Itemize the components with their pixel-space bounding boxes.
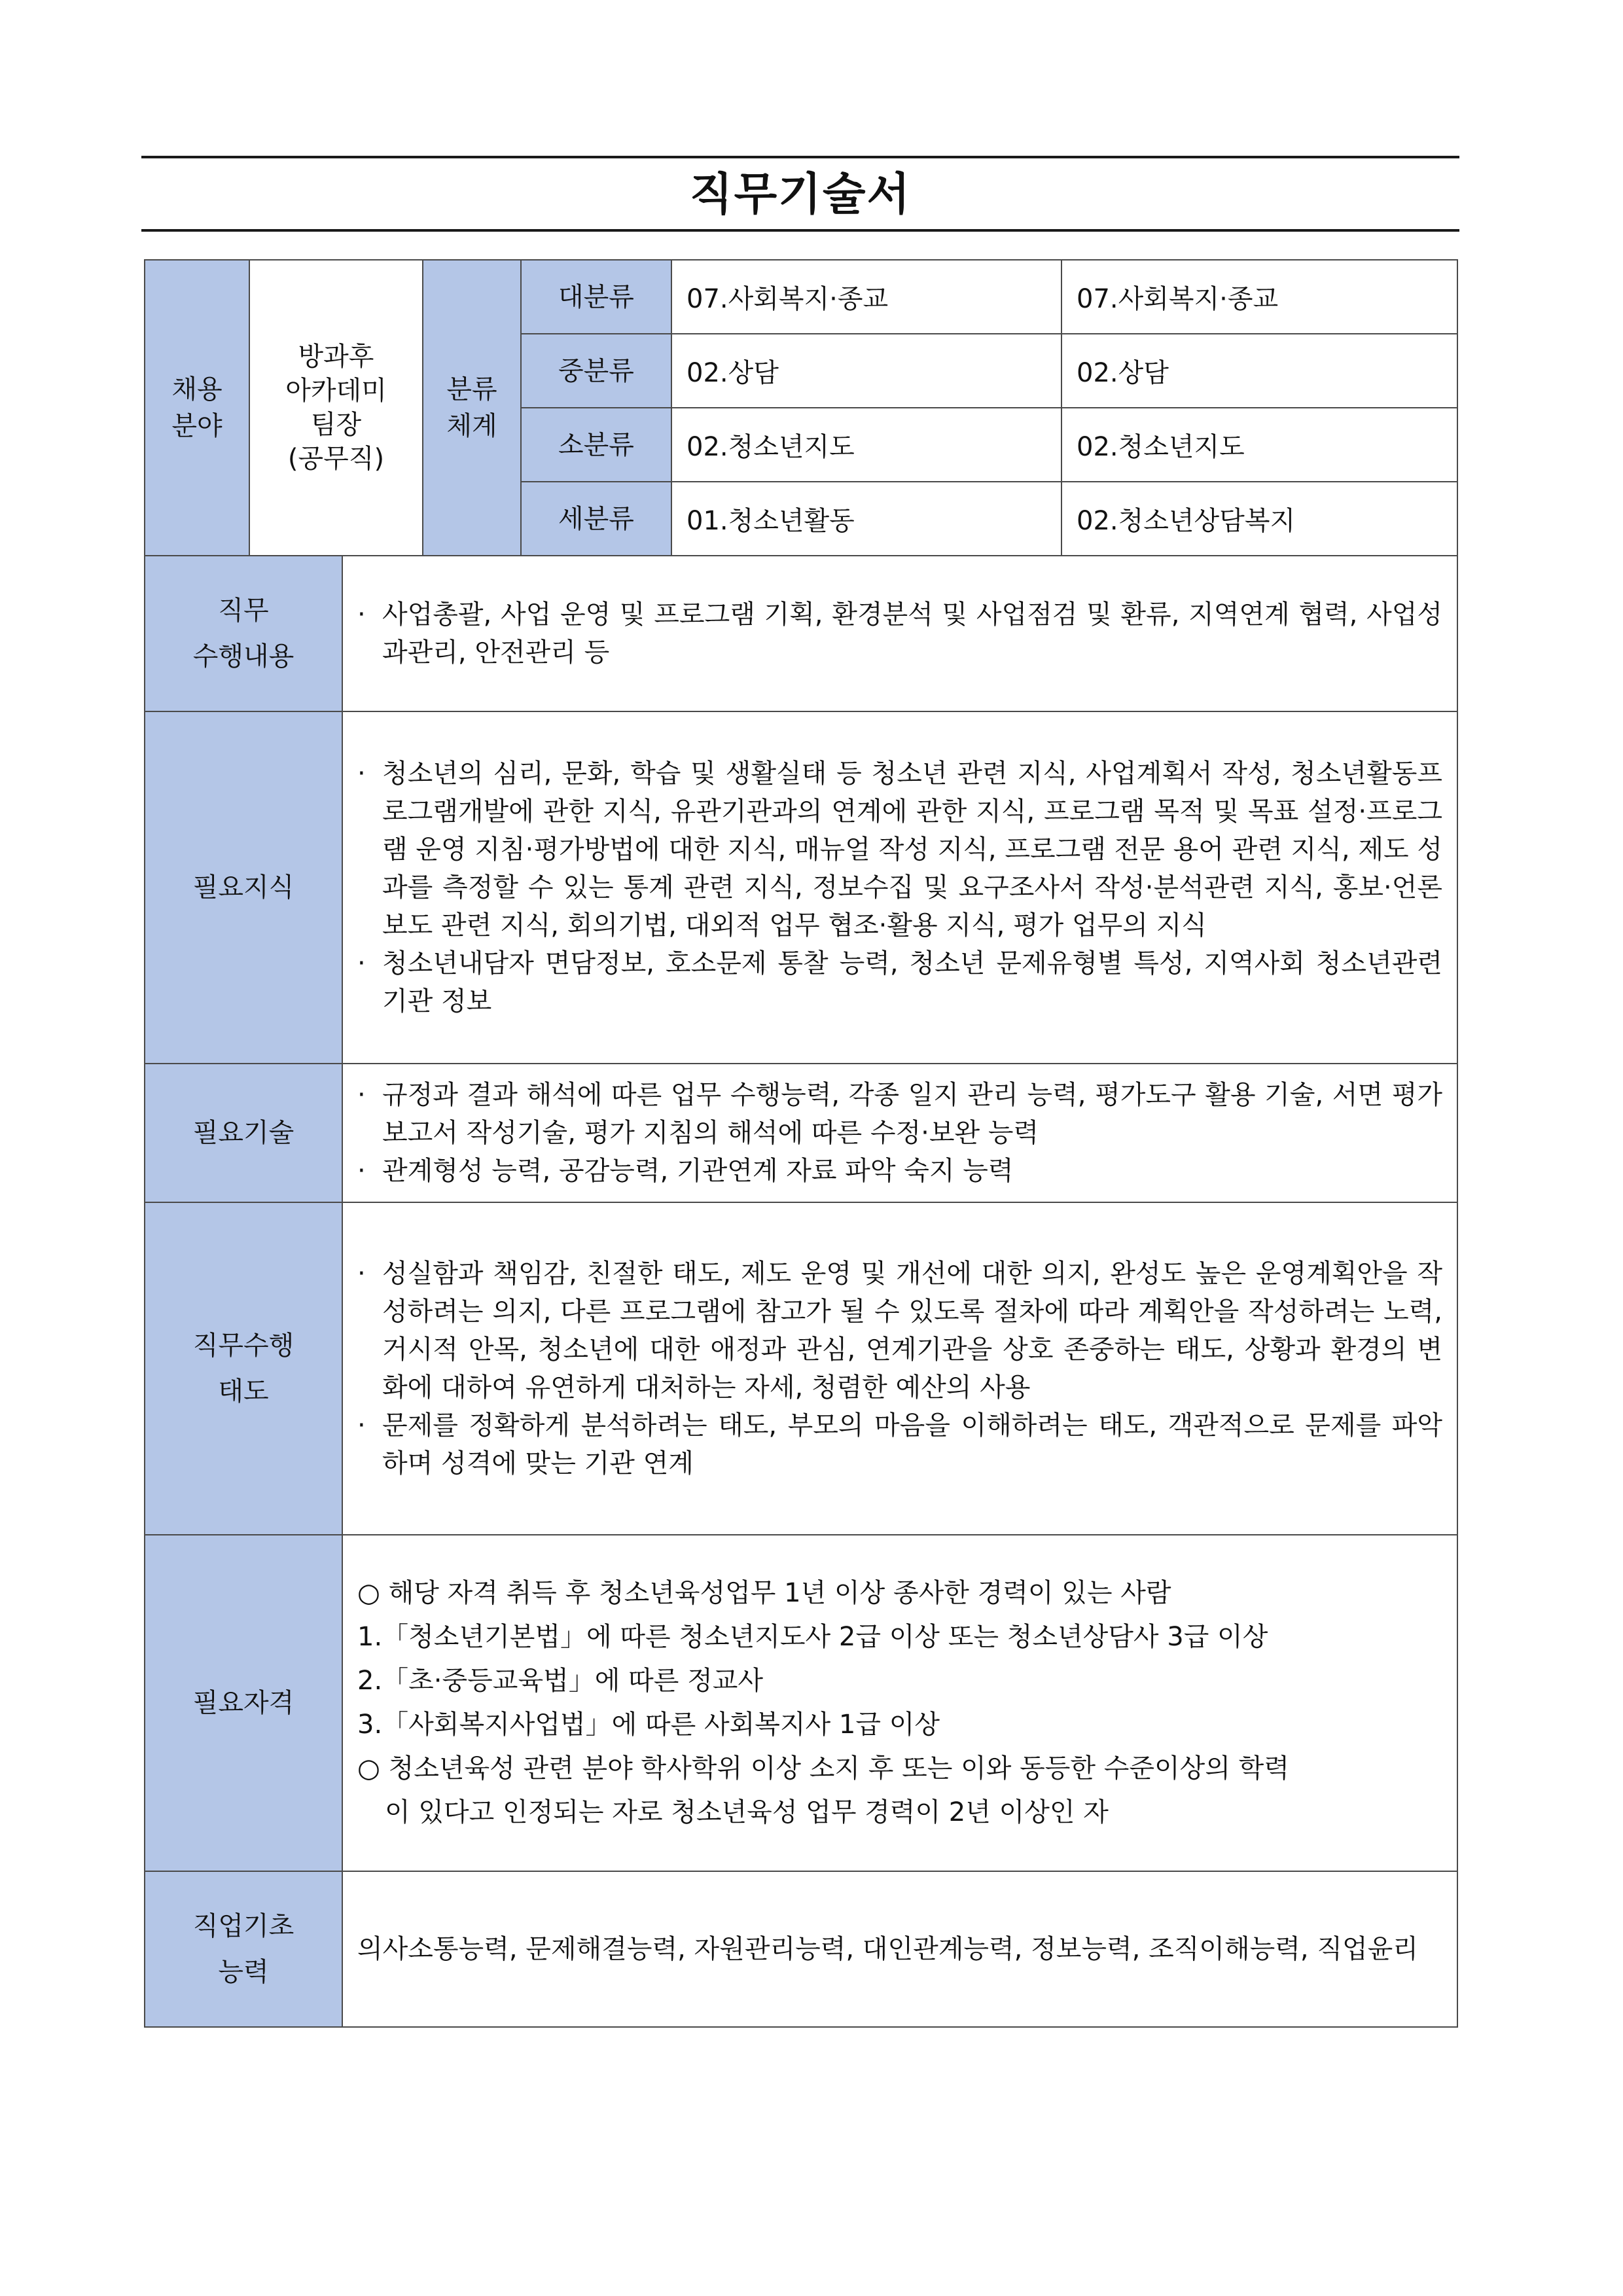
field-label: 채용 분야 [145,260,249,556]
skills-label: 필요기술 [145,1064,342,1202]
bullet-item [357,596,1442,672]
system-label: 분류 체계 [423,260,521,556]
bullet-text: 청소년내담자 면담정보, 호소문제 통찰 능력, 청소년 문제유형별 특성, 지역사회 청소년관련 기관 정보 [382,948,1442,1016]
basic-ability-label: 직업기초 능력 [145,1871,342,2027]
bullet-item [357,1076,1442,1152]
duties-label: 직무 수행내용 [145,556,342,711]
category-label: 대분류 [521,260,671,334]
bullet-mark: · [357,1080,366,1110]
qualification-line: 2.「초·중등교육법」에 따른 정교사 [357,1666,763,1696]
qualification-line: 이 있다고 인정되는 자로 청소년육성 업무 경력이 2년 이상인 자 [385,1797,1109,1827]
knowledge-label: 필요지식 [145,711,342,1064]
qualification-content [342,1535,1457,1871]
category-value: 02.청소년지도 [671,408,1061,482]
category-value: 02.청소년상담복지 [1061,482,1457,556]
title-bottom-rule [141,229,1459,232]
detail-table [144,555,1458,2028]
classification-table [144,259,1458,556]
bullet-text: 문제를 정확하게 분석하려는 태도, 부모의 마음을 이해하려는 태도, 객관적으로 문제를 파악하며 성격에 맞는 기관 연계 [382,1410,1442,1479]
category-value: 07.사회복지·종교 [671,260,1061,334]
field-value: 방과후 아카데미 팀장 (공무직) [249,260,423,556]
category-value: 02.상담 [1061,334,1457,408]
attitude-content [342,1202,1457,1535]
row-knowledge [145,711,1457,1064]
category-value: 02.청소년지도 [1061,408,1457,482]
skills-content [342,1064,1457,1202]
category-value: 02.상담 [671,334,1061,408]
qualification-line: 3.「사회복지사업법」에 따른 사회복지사 1급 이상 [357,1710,940,1740]
category-label: 세분류 [521,482,671,556]
category-label: 소분류 [521,408,671,482]
category-value: 01.청소년활동 [671,482,1061,556]
title-top-rule [141,156,1459,158]
category-label: 중분류 [521,334,671,408]
qualification-line: ○ 해당 자격 취득 후 청소년육성업무 1년 이상 종사한 경력이 있는 사람 [357,1578,1171,1608]
qualification-line: 1.「청소년기본법」에 따른 청소년지도사 2급 이상 또는 청소년상담사 3급 이상 [357,1622,1268,1652]
category-value: 07.사회복지·종교 [1061,260,1457,334]
row-qualification [145,1535,1457,1871]
bullet-item [357,1255,1442,1407]
bullet-item [357,1407,1442,1482]
bullet-mark: · [357,1156,366,1186]
bullet-mark: · [357,759,366,789]
basic-ability-content: 의사소통능력, 문제해결능력, 자원관리능력, 대인관계능력, 정보능력, 조직이해능력, 직업윤리 [342,1871,1457,2027]
duties-content [342,556,1457,711]
bullet-text: 성실함과 책임감, 친절한 태도, 제도 운영 및 개선에 대한 의지, 완성도 높은 운영계획안을 작성하려는 의지, 다른 프로그램에 참고가 될 수 있도록 절차에 따라 계획안을 작성하려는 노력, 거시적 안목, 청소년에 대한 애정과 관심, 연계기관을 상호 존중하는 태도, 상황과 환경의 변화에 대하여 유연하게 대처하는 자세, 청렴한 예산의 사용 [382,1259,1442,1403]
attitude-label: 직무수행 태도 [145,1202,342,1535]
row-basic-ability [145,1871,1457,2027]
knowledge-content [342,711,1457,1064]
bullet-item [357,944,1442,1020]
page-title: 직무기술서 [689,169,912,221]
bullet-item [357,755,1442,944]
row-duties [145,556,1457,711]
bullet-mark: · [357,948,366,978]
qualification-line: ○ 청소년육성 관련 분야 학사학위 이상 소지 후 또는 이와 동등한 수준이상의 학력 [357,1753,1289,1784]
row-skills [145,1064,1457,1202]
qualification-label: 필요자격 [145,1535,342,1871]
bullet-text: 규정과 결과 해석에 따른 업무 수행능력, 각종 일지 관리 능력, 평가도구 활용 기술, 서면 평가보고서 작성기술, 평가 지침의 해석에 따른 수정·보완 능력 [382,1080,1442,1148]
row-major-category [145,260,1457,334]
job-description-table [144,259,1457,2028]
bullet-mark: · [357,1259,366,1289]
bullet-mark: · [357,1410,366,1441]
bullet-item [357,1152,1442,1190]
bullet-text: 사업총괄, 사업 운영 및 프로그램 기획, 환경분석 및 사업점검 및 환류, 지역연계 협력, 사업성과관리, 안전관리 등 [382,600,1442,668]
row-attitude [145,1202,1457,1535]
bullet-text: 청소년의 심리, 문화, 학습 및 생활실태 등 청소년 관련 지식, 사업계획서 작성, 청소년활동프로그램개발에 관한 지식, 유관기관과의 연계에 관한 지식, 프로그램 목적 및 목표 설정·프로그램 운영 지침·평가방법에 대한 지식, 매뉴얼 작성 지식, 프로그램 전문 용어 관련 지식, 제도 성과를 측정할 수 있는 통계 관련 지식, 정보수집 및 요구조사서 작성·분석관련 지식, 홍보·언론보도 관련 지식, 회의기법, 대외적 업무 협조·활용 지식, 평가 업무의 지식 [382,759,1442,941]
bullet-text: 관계형성 능력, 공감능력, 기관연계 자료 파악 숙지 능력 [382,1156,1014,1186]
bullet-mark: · [357,600,366,630]
